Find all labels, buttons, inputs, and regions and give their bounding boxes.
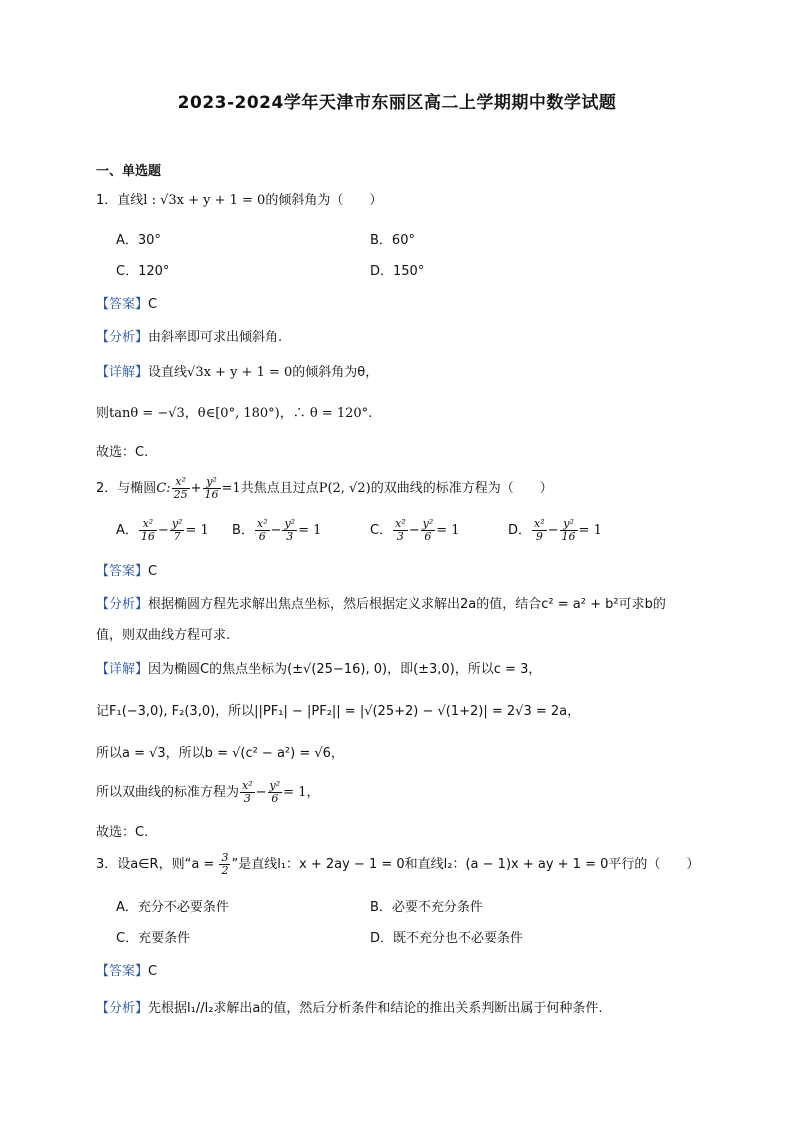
q1-conclusion: 故选：C. [96,445,149,460]
q2-option-c: C． $\frac{\text{x²}}{3}$ − $\frac{\text{y²}}{6}$ = 1 [370,517,460,543]
q2-detail-2: 记F₁(−3,0), F₂(3,0)，所以||PF₁| − |PF₂|| = |√(25+2) − √(1+2)| = 2√3 = 2a， [96,704,581,719]
q3-option-b: B．必要不充分条件 [370,900,483,915]
q3-option-c: C．充要条件 [116,931,191,946]
q1-option-d: D．150° [370,264,425,279]
q2-point: P(2, √2) [318,481,371,496]
q2-detail-1: 【详解】因为椭圆C的焦点坐标为(±√(25−16), 0)，即(±3,0)，所以c = 3， [96,662,542,677]
q1-analysis: 【分析】由斜率即可求出倾斜角. [96,330,283,345]
section-heading: 一、单选题 [96,164,162,179]
q2-answer: 【答案】C [96,564,158,579]
q1-detail-1: 【详解】设直线√3x + y + 1 = 0的倾斜角为θ， [96,365,379,380]
detail-tag: 【详解】 [96,365,149,380]
ellipse-y-term: $\frac{\text{y²}}{16}$ [204,475,219,501]
q1-option-a: A．30° [116,233,161,248]
question-2-stem: 2．与椭圆C: $\frac{\text{x²}}{25}$ + $\frac{\text{y²}}{16}$ =1共焦点且过点P(2, √2)的双曲线的标准方程为（ ） [96,475,553,501]
ellipse-x-term: $\frac{\text{x²}}{25}$ [173,475,188,501]
q2-option-b: B． $\frac{\text{x²}}{6}$ − $\frac{\text{y²}}{3}$ = 1 [232,517,322,543]
q3-analysis: 【分析】先根据l₁//l₂求解出a的值，然后分析条件和结论的推出关系判断出属于何种条件. [96,1001,603,1016]
q2-conclusion: 故选：C. [96,825,149,840]
q1-detail-2: 则tanθ = −√3，θ∈[0°, 180°)，∴ θ = 120°. [96,406,373,421]
q1-option-c: C．120° [116,264,170,279]
q2-detail-3: 所以a = √3，所以b = √(c² − a²) = √6， [96,746,344,761]
question-1-stem: 1．直线l : √3x + y + 1 = 0的倾斜角为（ ） [96,193,383,208]
answer-tag: 【答案】 [96,297,149,312]
q2-option-a: A． $\frac{\text{x²}}{16}$ − $\frac{\text{y²}}{7}$ = 1 [116,517,209,543]
page-title: 2023-2024学年天津市东丽区高二上学期期中数学试题 [177,93,617,113]
q2-detail-4: 所以双曲线的标准方程为 $\frac{\text{x²}}{3}$ − $\frac{\text{y²}}{6}$ = 1， [96,779,320,805]
q1-answer: 【答案】C [96,297,158,312]
analysis-tag: 【分析】 [96,330,149,345]
q3-answer: 【答案】C [96,964,158,979]
q1-option-b: B．60° [370,233,415,248]
question-3-stem: 3．设a∈R，则“a = $\frac{3}{2}$ ”是直线l₁：x + 2ay − 1 = 0和直线l₂：(a − 1)x + ay + 1 = 0平行的（ ） [96,851,700,877]
q2-option-d: D． $\frac{\text{x²}}{9}$ − $\frac{\text{y²}}{16}$ = 1 [508,517,602,543]
q3-option-d: D．既不充分也不必要条件 [370,931,524,946]
q1-line-equation: l : √3x + y + 1 = 0 [143,193,266,208]
q2-analysis-1: 【分析】根据椭圆方程先求解出焦点坐标，然后根据定义求解出2a的值，结合c² = a² + b²可求b的 [96,597,666,612]
q3-option-a: A．充分不必要条件 [116,900,229,915]
q2-analysis-2: 值，则双曲线方程可求. [96,628,231,643]
